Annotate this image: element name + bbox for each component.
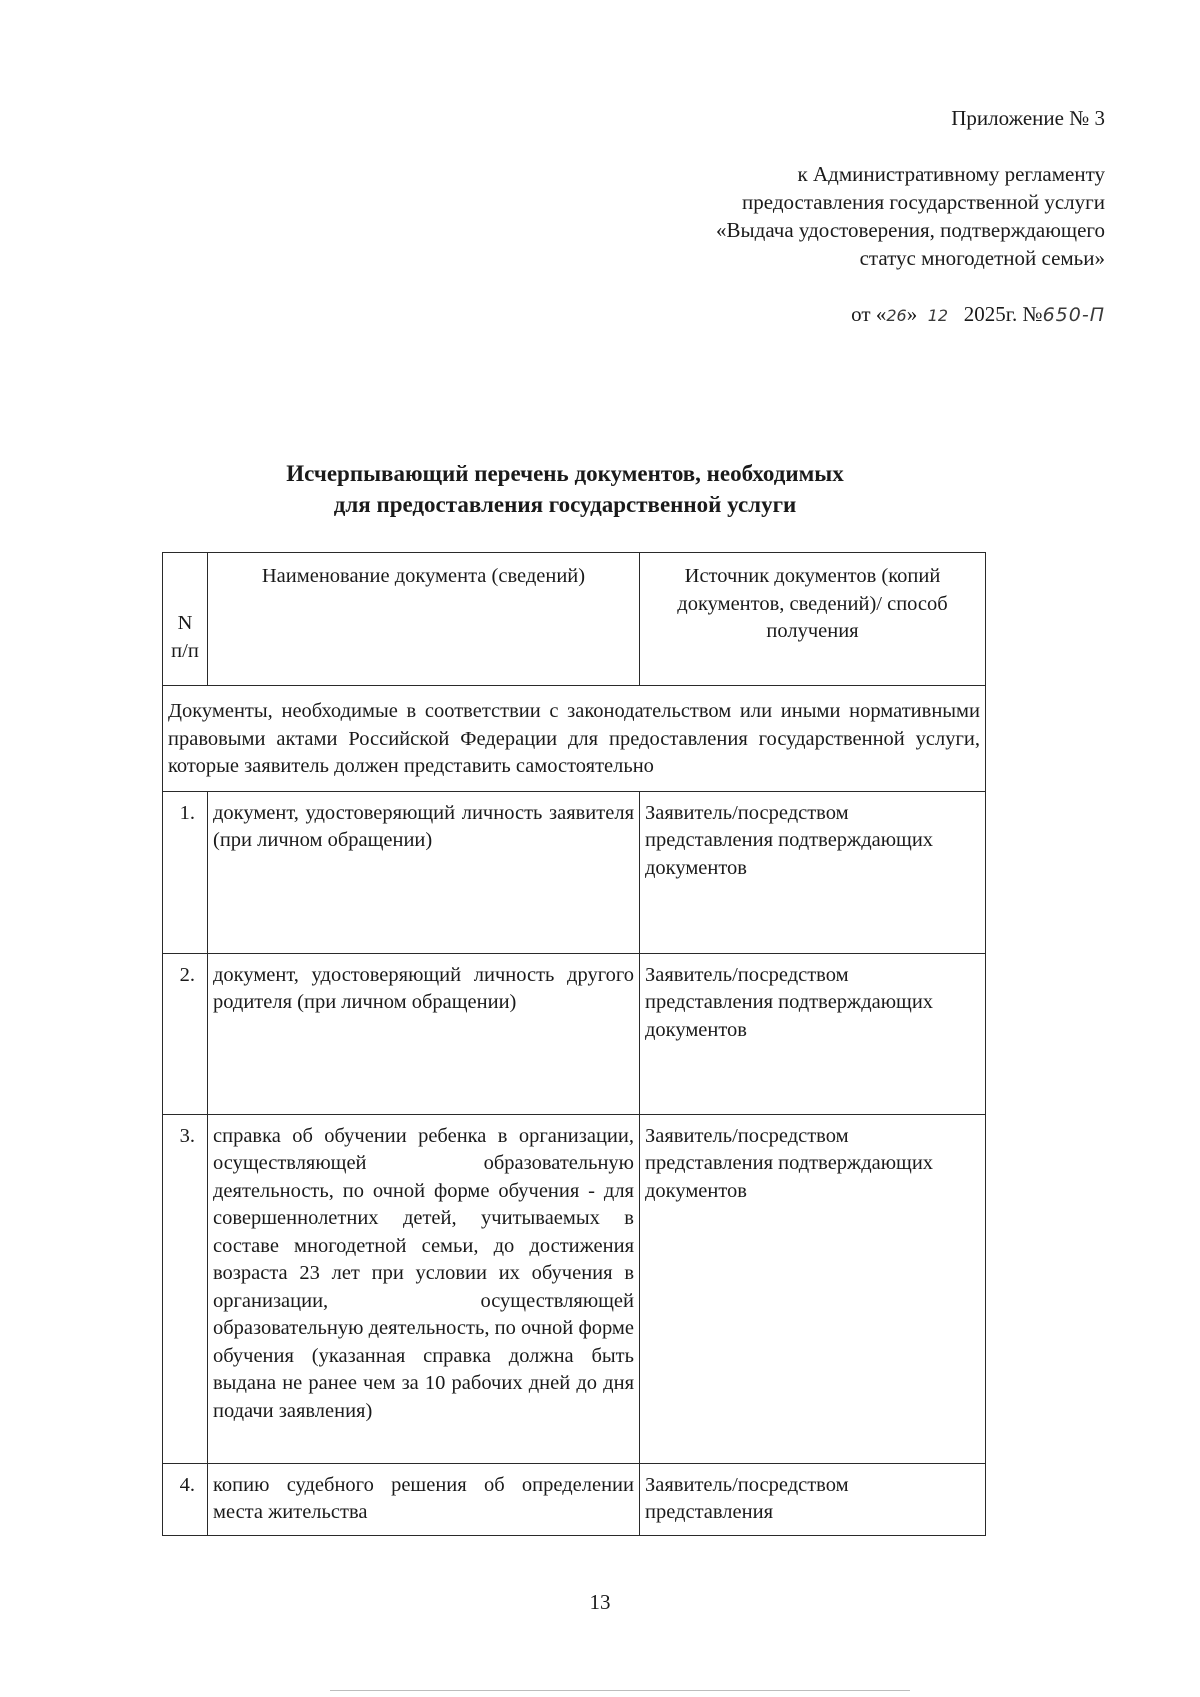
regulation-line: к Административному регламенту <box>797 162 1105 186</box>
header-name: Наименование документа (сведений) <box>208 553 640 686</box>
regulation-line: статус многодетной семьи» <box>859 246 1105 270</box>
handwritten-order-number: 650-П <box>1042 304 1105 326</box>
row-source: Заявитель/посредством представления подтверждающих документов <box>640 953 986 1114</box>
row-number: 1. <box>163 791 208 953</box>
title-line: Исчерпывающий перечень документов, необходимых <box>286 461 844 486</box>
scan-edge-line <box>330 1690 910 1691</box>
handwritten-day: 26 <box>886 306 907 325</box>
header-num: N п/п <box>163 553 208 686</box>
regulation-line: предоставления государственной услуги <box>742 190 1105 214</box>
section-heading: Документы, необходимые в соответствии с законодательством или иными нормативными правовыми актами Российской Федерации для предоставления государственной услуги, которые заявитель должен представить самостоятельно <box>163 686 986 792</box>
row-number: 4. <box>163 1463 208 1535</box>
row-number: 2. <box>163 953 208 1114</box>
date-year: 2025г. № <box>963 302 1043 326</box>
regulation-reference <box>716 160 1105 272</box>
row-source: Заявитель/посредством представления <box>640 1463 986 1535</box>
row-document-name: копию судебного решения об определении места жительства <box>208 1463 640 1535</box>
regulation-line: «Выдача удостоверения, подтверждающего <box>716 218 1105 242</box>
table-row <box>163 1114 986 1463</box>
row-source: Заявитель/посредством представления подтверждающих документов <box>640 791 986 953</box>
table-row <box>163 1463 986 1535</box>
date-prefix: от « <box>851 302 887 326</box>
page-number: 13 <box>589 1590 611 1614</box>
document-title <box>150 458 980 520</box>
header-source: Источник документов (копий документов, сведений)/ способ получения <box>640 553 986 686</box>
table-row <box>163 791 986 953</box>
handwritten-month: 12 <box>927 306 949 325</box>
row-source: Заявитель/посредством представления подтверждающих документов <box>640 1114 986 1463</box>
documents-table <box>162 552 986 1536</box>
title-line: для предоставления государственной услуги <box>333 492 797 517</box>
order-date-line <box>851 300 1105 330</box>
row-number: 3. <box>163 1114 208 1463</box>
row-document-name: документ, удостоверяющий личность другого родителя (при личном обращении) <box>208 953 640 1114</box>
table-header-row <box>163 553 986 686</box>
row-document-name: справка об обучении ребенка в организации, осуществляющей образовательную деятельность, по очной форме обучения - для совершеннолетних детей, учитываемых в составе многодетной семьи, до достижения возраста 23 лет при условии их обучения в организации, осуществляющей образовательную деятельность, по очной форме обучения (указанная справка должна быть выдана не ранее чем за 10 рабочих дней до дня подачи заявления) <box>208 1114 640 1463</box>
appendix-label: Приложение № 3 <box>951 106 1105 130</box>
date-close-quote: » <box>906 302 918 326</box>
section-row <box>163 686 986 792</box>
table-row <box>163 953 986 1114</box>
row-document-name: документ, удостоверяющий личность заявителя (при личном обращении) <box>208 791 640 953</box>
